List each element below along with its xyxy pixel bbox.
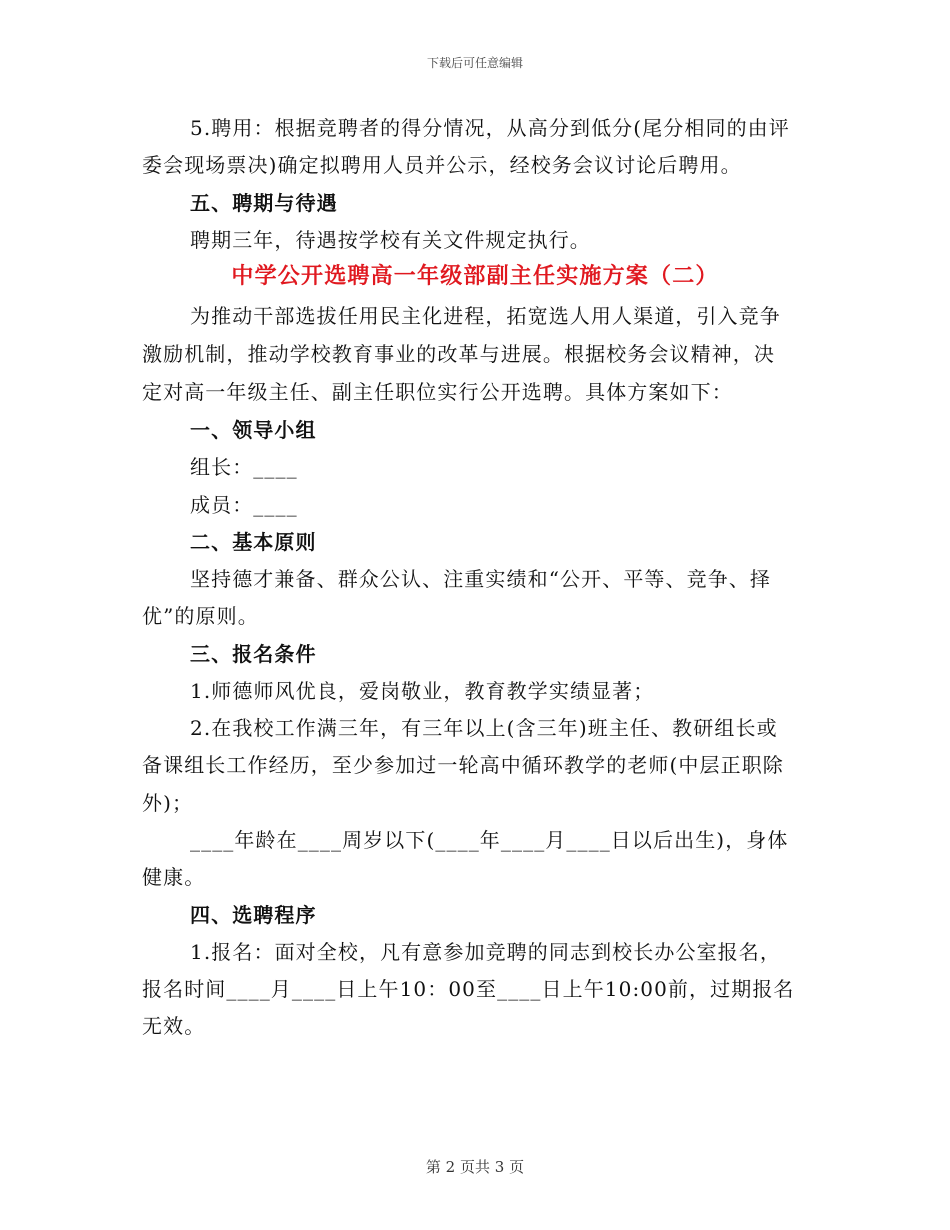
paragraph-line: 激励机制，推动学校教育事业的改革与进展。根据校务会议精神，决	[142, 342, 775, 366]
paragraph-line: ____年龄在____周岁以下(____年____月____日以后出生)，身体	[190, 828, 789, 852]
section-heading: 一、领导小组	[190, 418, 317, 442]
paragraph-line: 报名时间____月____日上午10：00至____日上午10:00前，过期报名	[142, 977, 795, 1001]
page-header: 下载后可任意编辑	[426, 56, 523, 70]
paragraph-line: 无效。	[142, 1014, 206, 1038]
paragraph-line: 外)；	[142, 791, 194, 815]
paragraph-line: 备课组长工作经历，至少参加过一轮高中循环教学的老师(中层正职除	[142, 753, 784, 777]
paragraph-line: 坚持德才兼备、群众公认、注重实绩和“公开、平等、竞争、择	[190, 567, 772, 591]
paragraph-line: 聘期三年，待遇按学校有关文件规定执行。	[190, 228, 591, 252]
paragraph-line: 定对高一年级主任、副主任职位实行公开选聘。具体方案如下：	[142, 380, 733, 404]
section-heading: 五、聘期与待遇	[190, 191, 338, 215]
paragraph-line: 2.在我校工作满三年，有三年以上(含三年)班主任、教研组长或	[190, 716, 778, 740]
document-title: 中学公开选聘高一年级部副主任实施方案（二）	[231, 264, 719, 289]
paragraph-line: 1.报名：面对全校，凡有意参加竞聘的同志到校长办公室报名，	[190, 940, 781, 964]
paragraph-line: 成员：____	[190, 493, 298, 517]
section-heading: 四、选聘程序	[190, 903, 317, 927]
paragraph-line: 为推动干部选拔任用民主化进程，拓宽选人用人渠道，引入竞争	[190, 304, 781, 328]
paragraph-line: 优”的原则。	[142, 604, 259, 628]
page-footer: 第 2 页共 3 页	[425, 1158, 525, 1176]
paragraph-line: 健康。	[142, 865, 206, 889]
paragraph-line: 5.聘用：根据竞聘者的得分情况，从高分到低分(尾分相同的由评	[190, 116, 790, 140]
paragraph-line: 组长：____	[190, 455, 298, 479]
section-heading: 二、基本原则	[190, 530, 317, 554]
paragraph-line: 委会现场票决)确定拟聘用人员并公示，经校务会议讨论后聘用。	[142, 153, 742, 177]
section-heading: 三、报名条件	[190, 642, 317, 666]
paragraph-line: 1.师德师风优良，爱岗敬业，教育教学实绩显著；	[190, 679, 655, 703]
